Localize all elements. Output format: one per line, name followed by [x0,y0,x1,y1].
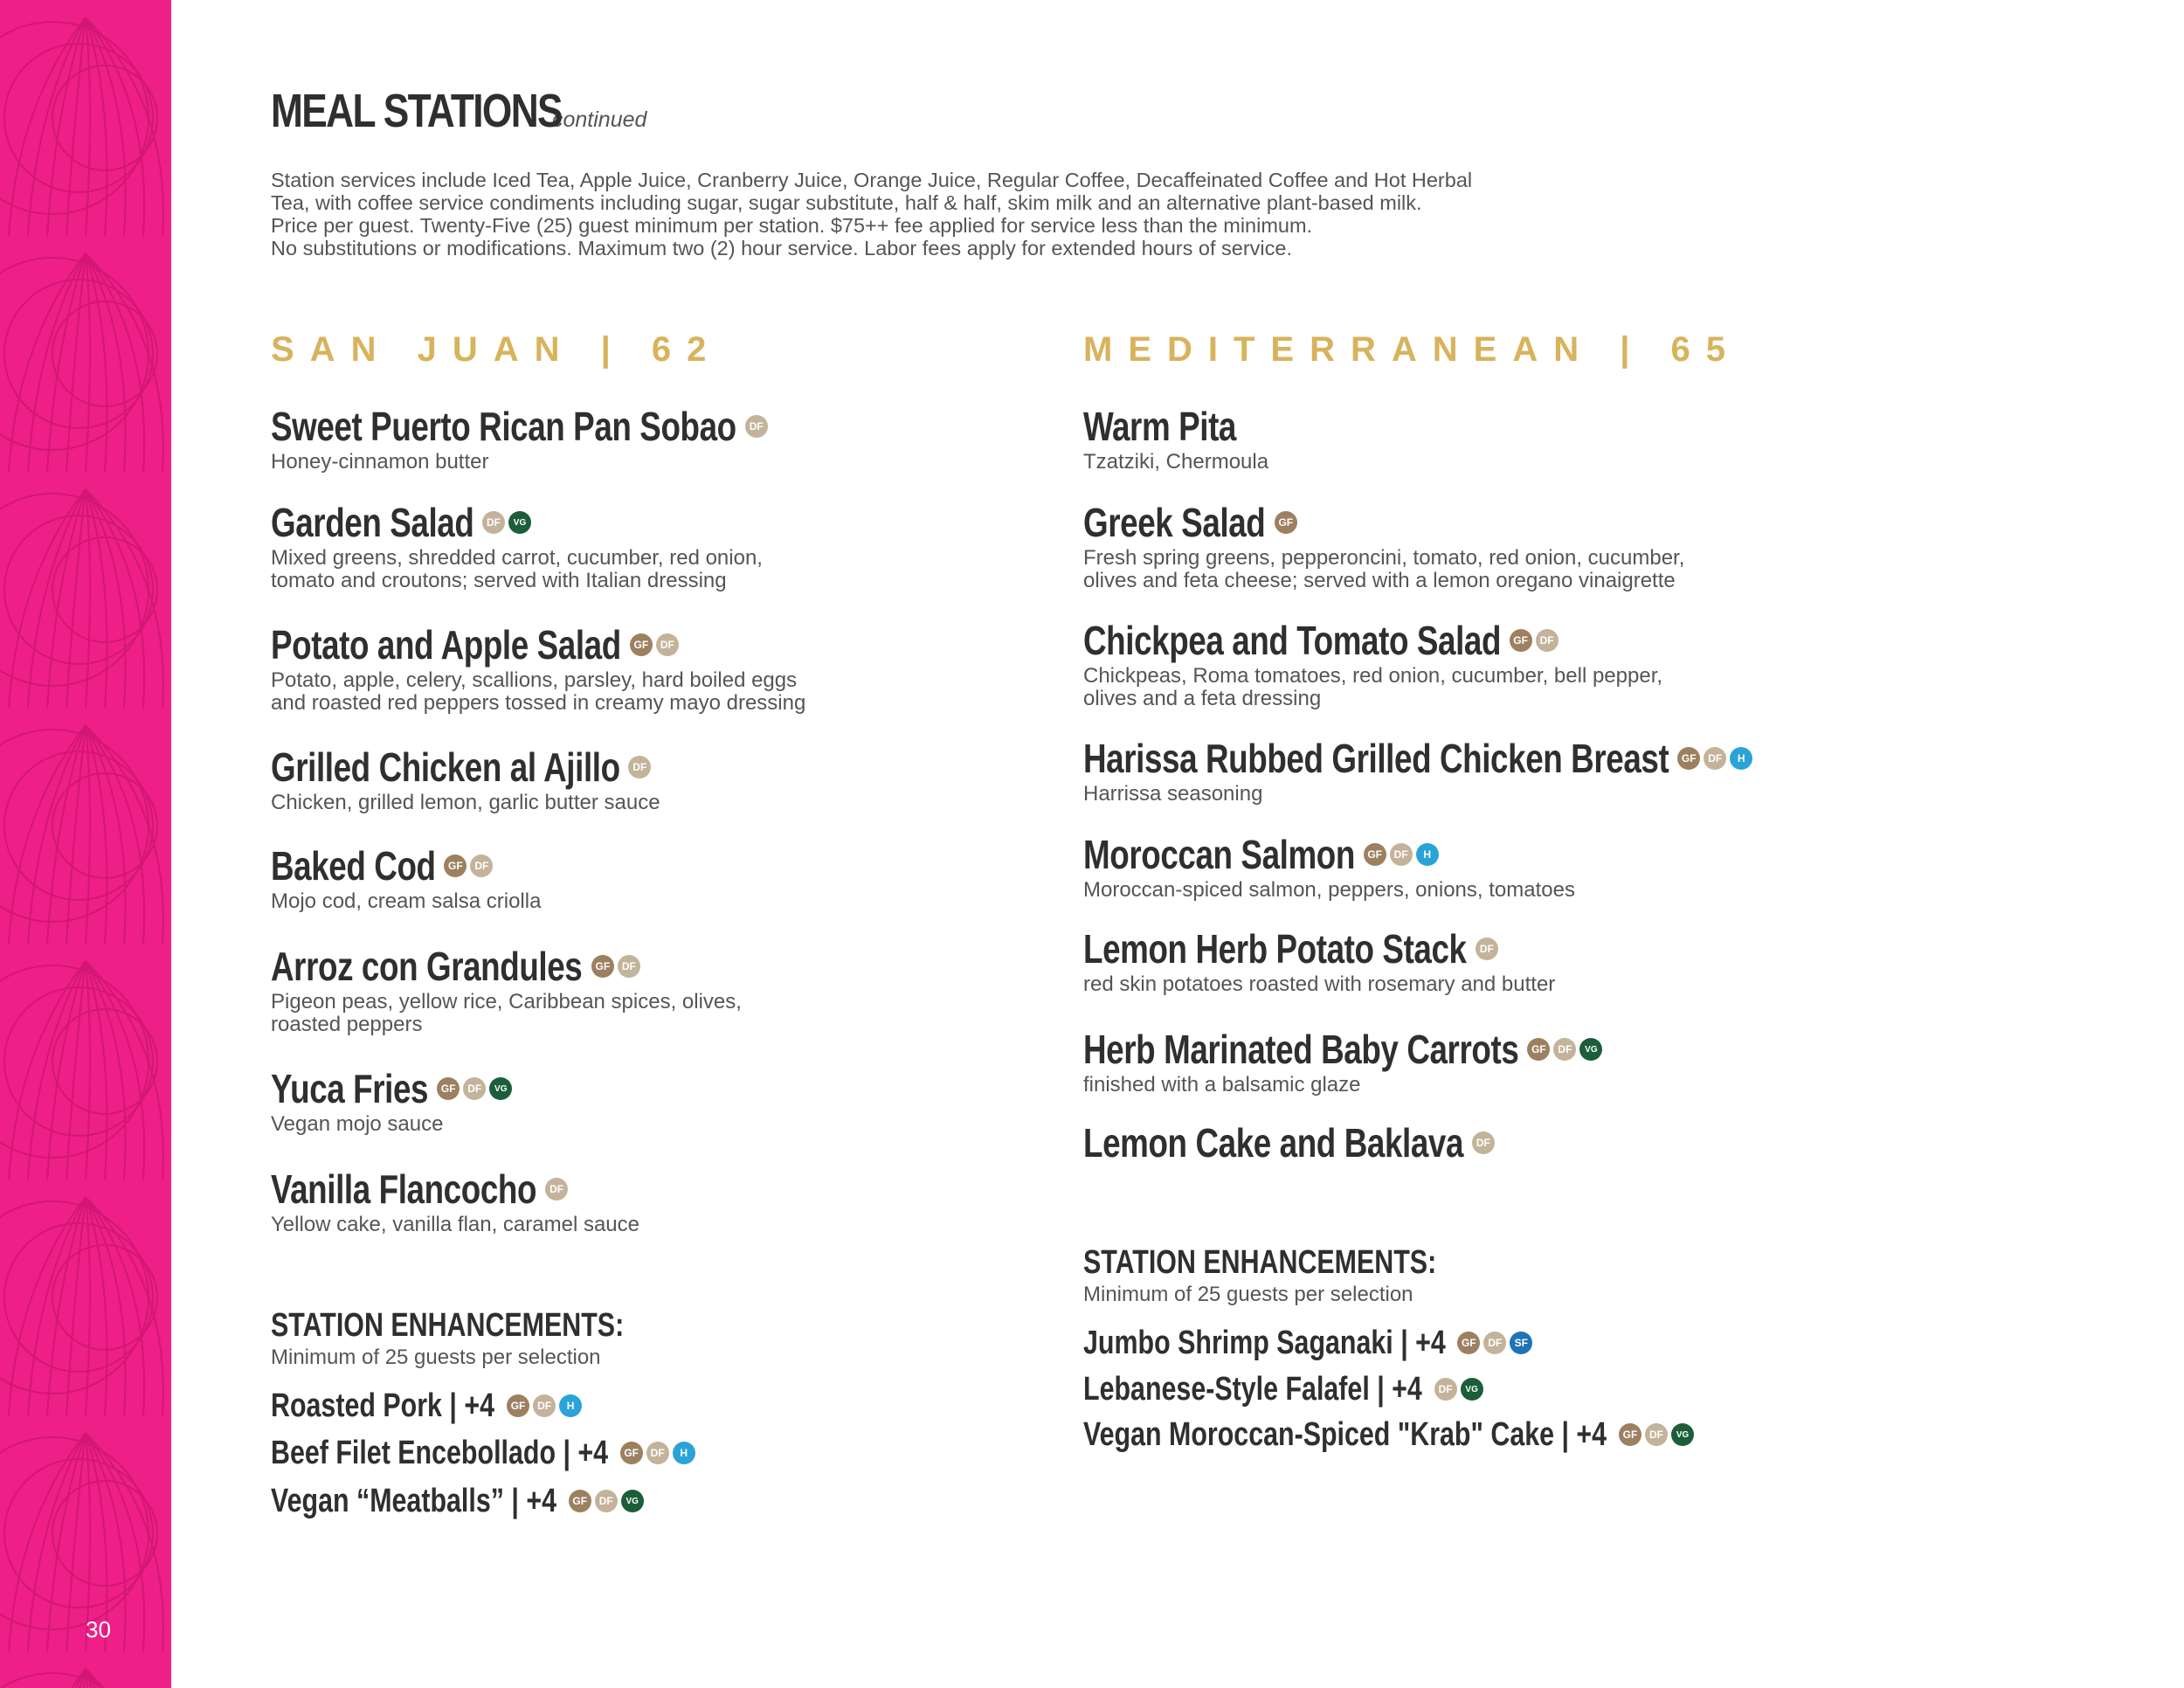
enhancement-item [1083,1323,1532,1363]
menu-item [1083,402,1268,474]
enhancement-name: Lebanese-Style Falafel | +4 [1083,1370,1422,1408]
diet-icons [482,511,531,534]
diet-icons [1677,747,1752,770]
menu-item-description: red skin potatoes roasted with rosemary and butter [1083,972,1556,996]
menu-item-name: Greek Salad [1083,500,1266,545]
menu-item-description: and roasted red peppers tossed in creamy mayo dressing [271,691,806,715]
menu-item-name: Lemon Herb Potato Stack [1083,926,1467,972]
enhancement-item [1083,1415,1694,1455]
halal-icon: H [1730,747,1752,770]
gluten-free-icon: GF [437,1077,460,1100]
enhancements-title: STATION ENHANCEMENTS: [1083,1244,1437,1281]
gluten-free-icon: GF [1510,629,1532,652]
menu-item [1083,830,1575,902]
menu-item-description: Chickpeas, Roma tomatoes, red onion, cucumber, bell pepper, [1083,664,1663,688]
dairy-free-icon: DF [628,756,651,778]
vegan-icon: VG [1579,1038,1602,1061]
enhancement-item [271,1433,695,1473]
menu-item-name: Chickpea and Tomato Salad [1083,618,1502,663]
diet-icons [545,1178,568,1200]
dairy-free-icon: DF [1704,747,1726,770]
dairy-free-icon: DF [1536,629,1559,652]
dairy-free-icon: DF [533,1394,556,1417]
menu-item [1083,1118,1495,1167]
enhancements-title: STATION ENHANCEMENTS: [271,1307,625,1344]
vegan-icon: VG [621,1490,644,1512]
diet-icons [1476,937,1498,960]
diet-icons [745,415,768,438]
vegan-icon: VG [1671,1423,1694,1446]
menu-item-description: Honey-cinnamon butter [271,450,489,474]
menu-item-description: Pigeon peas, yellow rice, Caribbean spices, olives, [271,990,742,1013]
dairy-free-icon: DF [1472,1131,1495,1154]
menu-item-name: Grilled Chicken al Ajillo [271,744,620,790]
menu-item-description: finished with a balsamic glaze [1083,1073,1361,1097]
station-title: MEDITERRANEAN | 65 [1083,330,1742,369]
menu-item-description: Potato, apple, celery, scallions, parsley, hard boiled eggs [271,668,798,692]
gluten-free-icon: GF [620,1442,643,1464]
menu-item [271,942,742,1036]
diet-icons [444,854,493,877]
gluten-free-icon: GF [591,955,614,978]
intro-line: Price per guest. Twenty-Five (25) guest minimum per station. $75++ fee applied for service less than the minimum. [271,214,1313,237]
enhancement-item [271,1386,582,1426]
halal-icon: H [673,1442,695,1464]
menu-item [1083,616,1662,710]
gluten-free-icon: GF [1677,747,1700,770]
menu-item-description: Fresh spring greens, pepperoncini, tomato, red onion, cucumber, [1083,546,1685,570]
menu-item-description: Moroccan-spiced salmon, peppers, onions, tomatoes [1083,878,1575,902]
enhancement-item [271,1481,644,1521]
intro-text [271,169,1564,259]
dairy-free-icon: DF [470,854,493,877]
gluten-free-icon: GF [630,633,653,656]
menu-item-description: Tzatziki, Chermoula [1083,450,1269,474]
menu-item-name: Lemon Cake and Baklava [1083,1120,1464,1166]
diet-icons [1527,1038,1602,1061]
diet-icons [1275,511,1297,534]
intro-line: No substitutions or modifications. Maximum two (2) hour service. Labor fees apply for extended hours of service. [271,237,1292,259]
menu-item-name: Sweet Puerto Rican Pan Sobao [271,404,736,449]
enhancement-name: Jumbo Shrimp Saganaki | +4 [1083,1324,1446,1361]
halal-icon: H [1416,843,1439,866]
vegan-icon: VG [508,511,531,534]
diet-icons [1619,1423,1694,1446]
page-header [271,84,646,138]
gluten-free-icon: GF [1364,843,1386,866]
page-number: 30 [86,1616,111,1643]
menu-item-description: olives and feta cheese; served with a lemon oregano vinaigrette [1083,569,1676,592]
menu-item-description: Harrissa seasoning [1083,782,1263,806]
menu-item-description: olives and a feta dressing [1083,687,1322,710]
menu-item-name: Harissa Rubbed Grilled Chicken Breast [1083,736,1669,781]
menu-item-description: Mojo cod, cream salsa criolla [271,889,542,913]
dairy-free-icon: DF [1645,1423,1668,1446]
dairy-free-icon: DF [1434,1378,1457,1401]
menu-item [271,620,805,715]
gluten-free-icon: GF [444,854,467,877]
station-title: SAN JUAN | 62 [271,330,722,369]
diet-icons [1457,1332,1532,1354]
menu-item [271,743,660,814]
dairy-free-icon: DF [745,415,768,438]
menu-item-description: tomato and croutons; served with Italian dressing [271,569,727,592]
dairy-free-icon: DF [646,1442,669,1464]
gluten-free-icon: GF [569,1490,591,1512]
enhancement-name: Beef Filet Encebollado | +4 [271,1434,609,1471]
enhancements-subtitle: Minimum of 25 guests per selection [271,1346,601,1369]
dairy-free-icon: DF [1390,843,1413,866]
gluten-free-icon: GF [1275,511,1297,534]
menu-item-name: Moroccan Salmon [1083,832,1355,877]
diet-icons [1434,1378,1483,1401]
dairy-free-icon: DF [545,1178,568,1200]
menu-item [271,402,768,474]
menu-item-name: Garden Salad [271,500,474,545]
gluten-free-icon: GF [1457,1332,1480,1354]
gluten-free-icon: GF [1527,1038,1550,1061]
gluten-free-icon: GF [507,1394,529,1417]
intro-line: Tea, with coffee service condiments including sugar, sugar substitute, half & half, skim milk and an alternative plant-based milk. [271,191,1422,214]
dairy-free-icon: DF [1483,1332,1506,1354]
menu-item [1083,734,1752,806]
menu-item [1083,498,1684,592]
diet-icons [437,1077,512,1100]
diet-icons [1510,629,1559,652]
menu-item-description: roasted peppers [271,1013,423,1036]
gluten-free-icon: GF [1619,1423,1641,1446]
menu-item-description: Chicken, grilled lemon, garlic butter sauce [271,791,660,814]
diet-icons [630,633,679,656]
menu-item-name: Vanilla Flancocho [271,1166,537,1212]
enhancement-item [1083,1369,1483,1409]
enhancements-subtitle: Minimum of 25 guests per selection [1083,1283,1413,1306]
menu-item-name: Arroz con Grandules [271,944,583,989]
enhancement-name: Vegan “Meatballs” | +4 [271,1482,556,1519]
menu-item-description: Mixed greens, shredded carrot, cucumber, red onion, [271,546,763,570]
dairy-free-icon: DF [482,511,505,534]
decorative-sidebar [0,0,171,1688]
dairy-free-icon: DF [1553,1038,1576,1061]
menu-item-name: Yuca Fries [271,1066,429,1111]
page-title: MEAL STATIONS [271,85,562,137]
menu-item-description: Yellow cake, vanilla flan, caramel sauce [271,1213,640,1236]
vegan-icon: VG [1461,1378,1483,1401]
menu-item [271,841,541,913]
halal-icon: H [559,1394,582,1417]
menu-item-name: Herb Marinated Baby Carrots [1083,1027,1519,1072]
diet-icons [507,1394,582,1417]
intro-line: Station services include Iced Tea, Apple Juice, Cranberry Juice, Orange Juice, Regular Coffee, Decaffeinated Coffee and Hot Herbal [271,169,1473,191]
enhancement-name: Vegan Moroccan-Spiced "Krab" Cake | +4 [1083,1415,1607,1453]
menu-item-description: Vegan mojo sauce [271,1112,444,1136]
vegan-icon: VG [489,1077,512,1100]
menu-item [271,1064,512,1136]
menu-item-name: Warm Pita [1083,404,1236,449]
menu-item-name: Potato and Apple Salad [271,622,621,668]
diet-icons [569,1490,644,1512]
menu-item-name: Baked Cod [271,843,436,889]
diet-icons [620,1442,695,1464]
dairy-free-icon: DF [1476,937,1498,960]
diet-icons [1364,843,1439,866]
dairy-free-icon: DF [463,1077,486,1100]
dairy-free-icon: DF [656,633,679,656]
menu-item [271,498,763,592]
enhancement-name: Roasted Pork | +4 [271,1387,495,1424]
menu-item [1083,924,1555,996]
page-subtitle: continued [552,107,647,132]
dairy-free-icon: DF [595,1490,618,1512]
diet-icons [1472,1131,1495,1154]
dairy-free-icon: DF [618,955,640,978]
menu-item [271,1165,639,1236]
menu-item [1083,1025,1602,1097]
seafood-icon: SF [1510,1332,1532,1354]
art-deco-pattern [0,0,171,1688]
diet-icons [628,756,651,778]
diet-icons [591,955,640,978]
